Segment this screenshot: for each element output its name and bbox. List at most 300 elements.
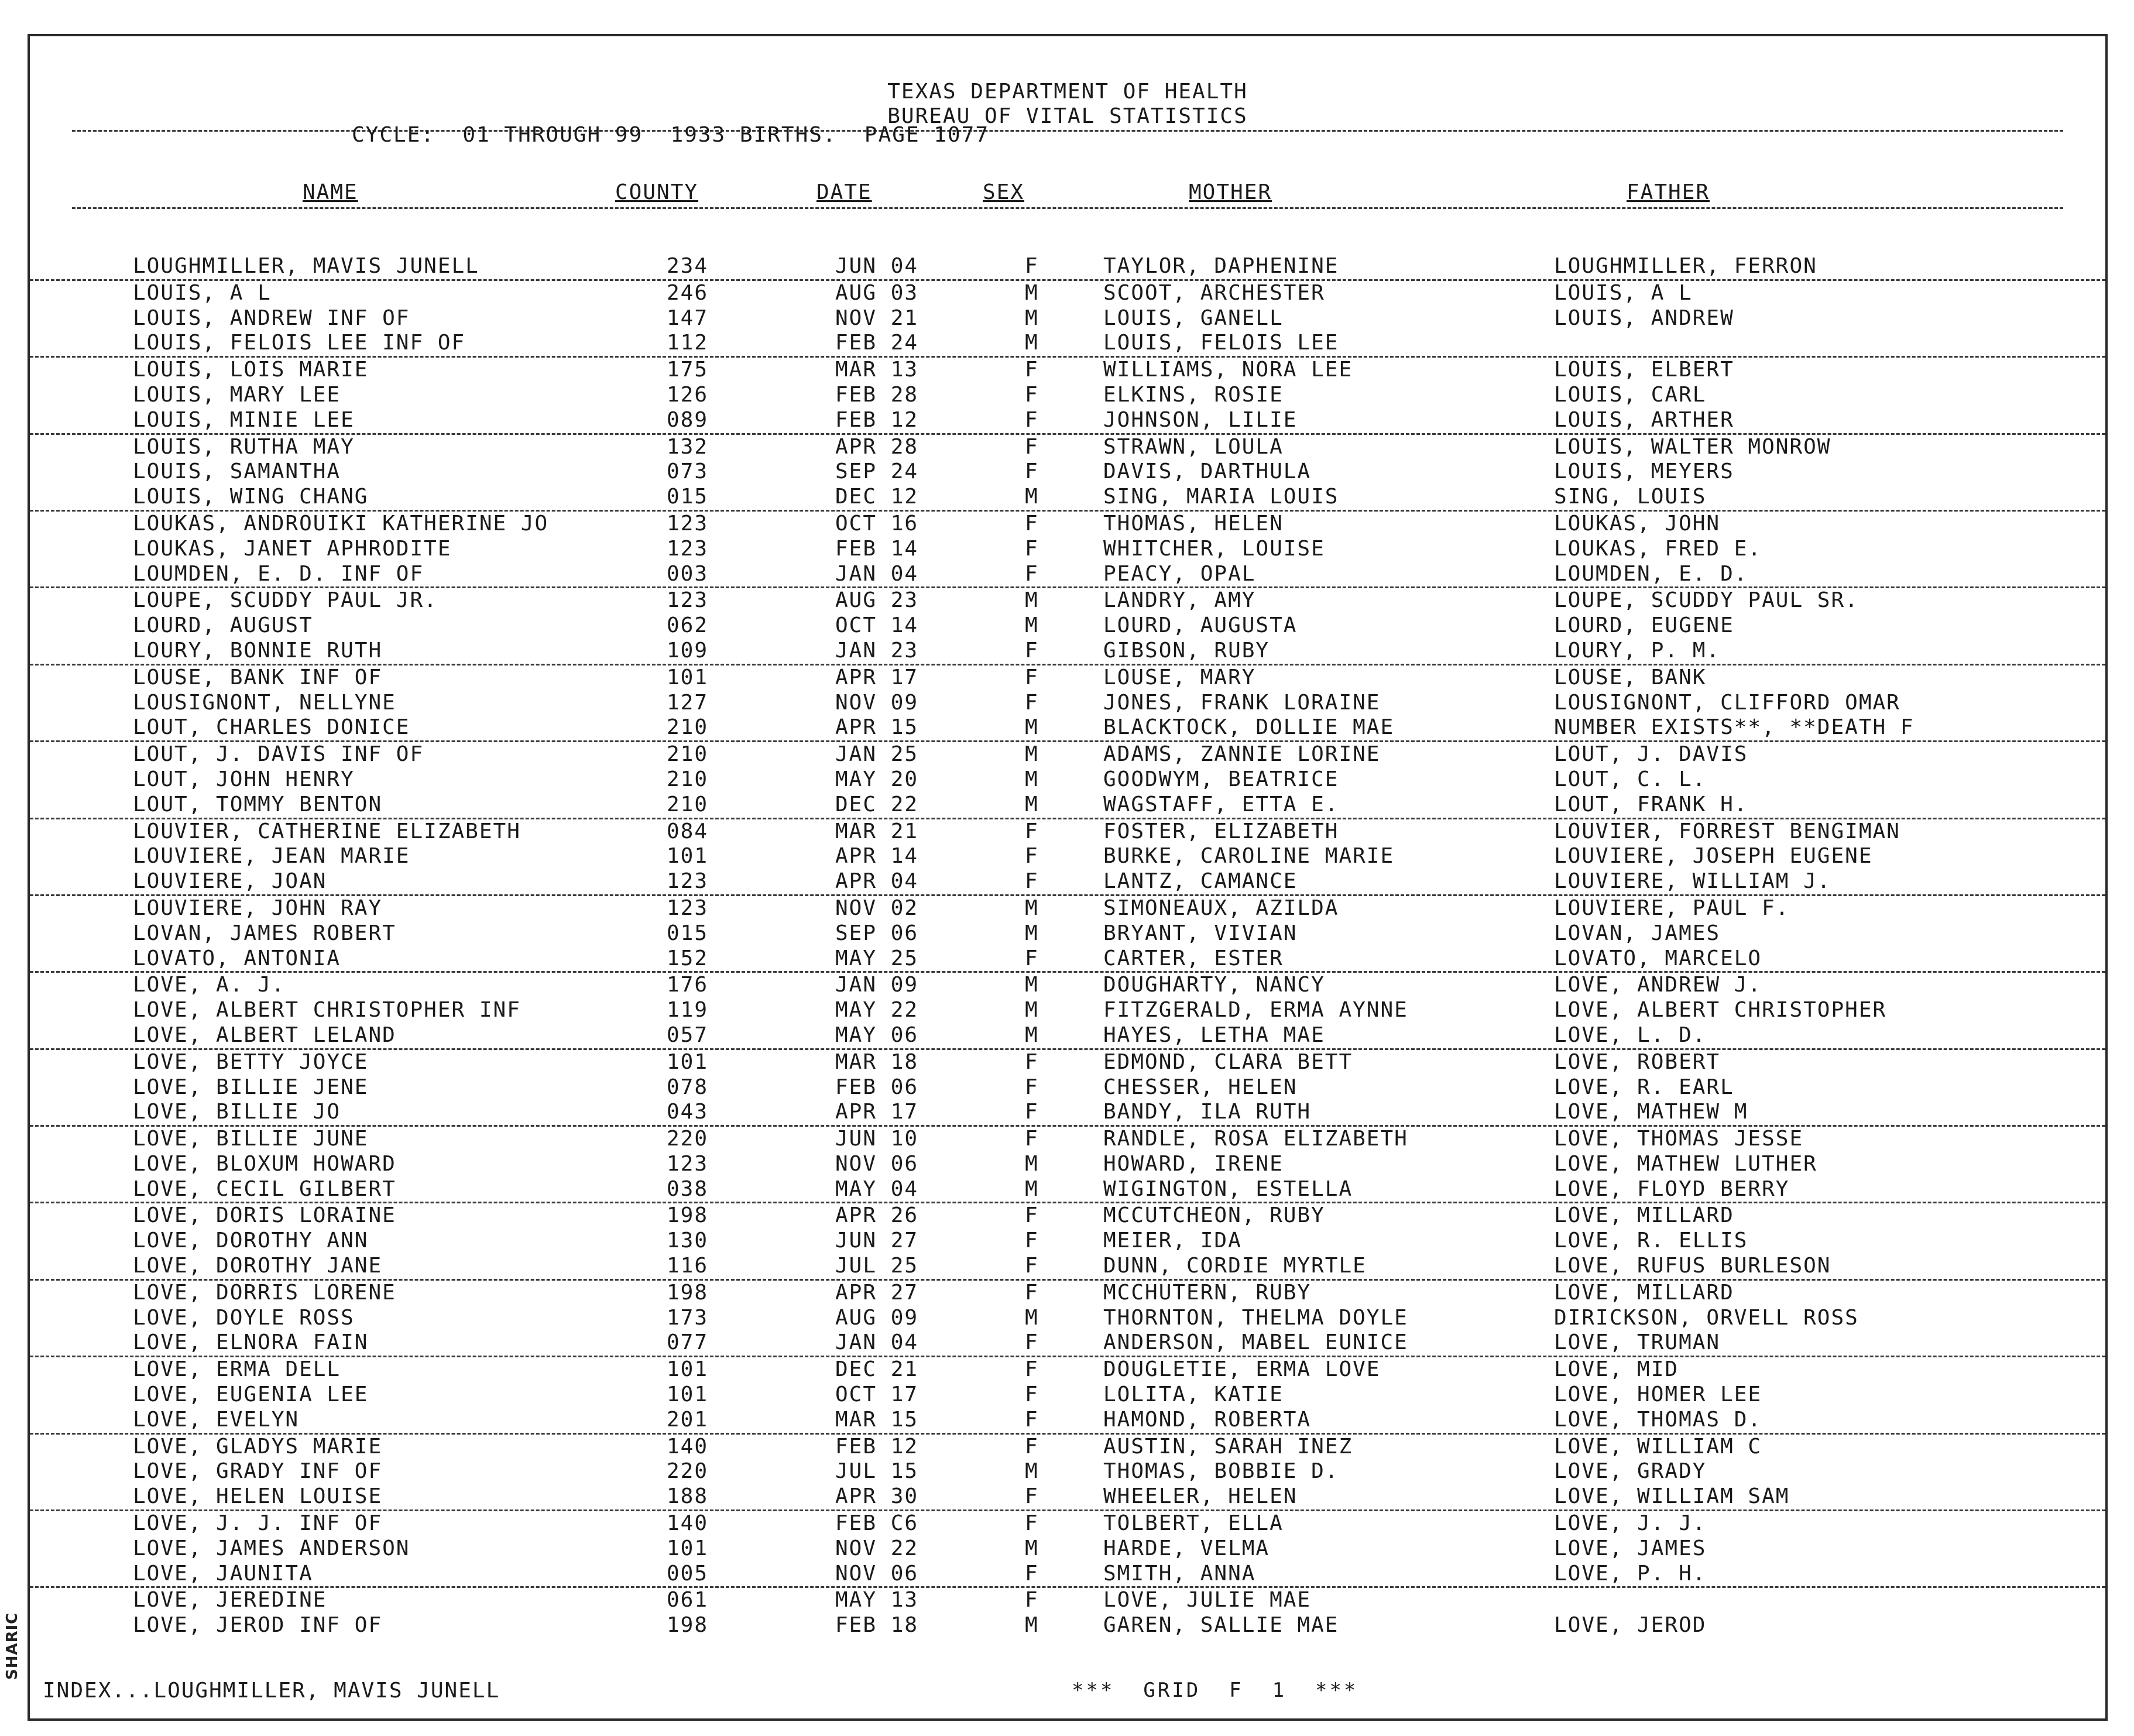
- father-cell: LOUVIER, FORREST BENGIMAN: [1554, 819, 1900, 843]
- date-cell: FEB 28: [835, 382, 919, 407]
- name-cell: LOVE, J. J. INF OF: [133, 1511, 383, 1536]
- name-cell: LOVE, BLOXUM HOWARD: [133, 1151, 396, 1176]
- mother-cell: DUNN, CORDIE MYRTLE: [1103, 1254, 1367, 1278]
- sex-cell: M: [1025, 1536, 1039, 1560]
- mother-cell: GOODWYM, BEATRICE: [1103, 767, 1339, 791]
- mother-cell: FITZGERALD, ERMA AYNNE: [1103, 998, 1408, 1023]
- father-cell: LOVE, TRUMAN: [1554, 1330, 1721, 1355]
- mother-cell: WHITCHER, LOUISE: [1103, 536, 1325, 561]
- name-cell: LOVE, JAUNITA: [133, 1561, 313, 1586]
- table-row: [30, 1254, 2105, 1281]
- mother-cell: MEIER, IDA: [1103, 1229, 1242, 1253]
- father-cell: LOVE, THOMAS D.: [1554, 1407, 1762, 1432]
- sex-cell: F: [1025, 511, 1039, 536]
- date-cell: MAY 04: [835, 1176, 919, 1201]
- mother-cell: SCOOT, ARCHESTER: [1103, 280, 1325, 305]
- county-cell: 015: [667, 485, 709, 509]
- sex-cell: F: [1025, 1254, 1039, 1278]
- date-cell: APR 17: [835, 665, 919, 689]
- mother-cell: WAGSTAFF, ETTA E.: [1103, 792, 1339, 816]
- county-cell: 038: [667, 1176, 709, 1201]
- date-cell: JUN 10: [835, 1127, 919, 1151]
- mother-cell: LOUSE, MARY: [1103, 665, 1256, 689]
- name-cell: LOUT, JOHN HENRY: [133, 767, 355, 791]
- sex-cell: F: [1025, 844, 1039, 869]
- father-cell: LOVE, P. H.: [1554, 1561, 1707, 1586]
- table-row: [30, 1177, 2105, 1204]
- date-cell: FEB C6: [835, 1511, 919, 1536]
- name-cell: LOVE, BILLIE JUNE: [133, 1127, 369, 1151]
- table-row: [30, 1100, 2105, 1127]
- father-cell: LOVE, ROBERT: [1554, 1049, 1721, 1074]
- father-cell: LOVE, L. D.: [1554, 1023, 1707, 1047]
- county-cell: 005: [667, 1561, 709, 1586]
- name-cell: LOUVIER, CATHERINE ELIZABETH: [133, 819, 521, 843]
- date-cell: NOV 22: [835, 1536, 919, 1560]
- sex-cell: F: [1025, 819, 1039, 843]
- father-cell: LOVE, FLOYD BERRY: [1554, 1176, 1790, 1201]
- table-row: [30, 1306, 2105, 1331]
- county-cell: 210: [667, 715, 709, 740]
- sex-cell: F: [1025, 382, 1039, 407]
- name-cell: LOUIS, WING CHANG: [133, 485, 369, 509]
- mother-cell: HAYES, LETHA MAE: [1103, 1023, 1325, 1047]
- mother-cell: CARTER, ESTER: [1103, 946, 1284, 970]
- father-cell: SING, LOUIS: [1554, 485, 1707, 509]
- father-cell: LOVE, MILLARD: [1554, 1203, 1734, 1228]
- county-cell: 101: [667, 1382, 709, 1407]
- county-cell: 043: [667, 1100, 709, 1124]
- name-cell: LOVAN, JAMES ROBERT: [133, 921, 396, 945]
- mother-cell: CHESSER, HELEN: [1103, 1075, 1298, 1099]
- sex-cell: M: [1025, 331, 1039, 355]
- table-row: [30, 792, 2105, 819]
- sex-cell: M: [1025, 742, 1039, 767]
- father-cell: LOVE, RUFUS BURLESON: [1554, 1254, 1831, 1278]
- county-cell: 123: [667, 536, 709, 561]
- mother-cell: MCCUTCHEON, RUBY: [1103, 1203, 1325, 1228]
- county-cell: 101: [667, 665, 709, 689]
- cycle-line: CYCLE: 01 THROUGH 99 1933 BIRTHS. PAGE 1077: [352, 123, 989, 147]
- sex-cell: M: [1025, 1023, 1039, 1047]
- table-row: [30, 613, 2105, 639]
- date-cell: JAN 04: [835, 1330, 919, 1355]
- date-cell: JAN 23: [835, 638, 919, 663]
- father-cell: LOVE, R. ELLIS: [1554, 1229, 1748, 1253]
- father-cell: LOUVIERE, PAUL F.: [1554, 896, 1790, 920]
- county-cell: 234: [667, 254, 709, 278]
- sex-cell: F: [1025, 1075, 1039, 1099]
- column-header-date: DATE: [816, 180, 872, 204]
- county-cell: 140: [667, 1511, 709, 1536]
- father-cell: LOVE, ANDREW J.: [1554, 973, 1762, 997]
- county-cell: 089: [667, 407, 709, 432]
- table-row: [30, 1357, 2105, 1382]
- date-cell: JAN 09: [835, 973, 919, 997]
- father-cell: LOUIS, WALTER MONROW: [1554, 434, 1831, 459]
- sex-cell: F: [1025, 459, 1039, 484]
- name-cell: LOUSIGNONT, NELLYNE: [133, 690, 396, 715]
- name-cell: LOUPE, SCUDDY PAUL JR.: [133, 588, 438, 613]
- date-cell: NOV 06: [835, 1151, 919, 1176]
- sex-cell: F: [1025, 561, 1039, 586]
- name-cell: LOUT, J. DAVIS INF OF: [133, 742, 424, 767]
- date-cell: MAR 13: [835, 358, 919, 382]
- date-cell: FEB 12: [835, 407, 919, 432]
- table-row: [30, 358, 2105, 383]
- date-cell: DEC 22: [835, 792, 919, 816]
- county-cell: 130: [667, 1229, 709, 1253]
- name-cell: LOVE, JEREDINE: [133, 1588, 327, 1613]
- table-row: [30, 1435, 2105, 1460]
- name-cell: LOVE, DOROTHY JANE: [133, 1254, 383, 1278]
- date-cell: APR 17: [835, 1100, 919, 1124]
- date-cell: OCT 17: [835, 1382, 919, 1407]
- sex-cell: M: [1025, 588, 1039, 613]
- name-cell: LOVE, A. J.: [133, 973, 286, 997]
- name-cell: LOURY, BONNIE RUTH: [133, 638, 383, 663]
- date-cell: JUN 04: [835, 254, 919, 278]
- sex-cell: M: [1025, 998, 1039, 1023]
- table-row: [30, 1075, 2105, 1100]
- date-cell: APR 27: [835, 1280, 919, 1305]
- name-cell: LOVE, JAMES ANDERSON: [133, 1536, 410, 1560]
- table-row: [30, 459, 2105, 485]
- father-cell: LOUIS, CARL: [1554, 382, 1707, 407]
- table-row: [30, 1152, 2105, 1177]
- sex-cell: F: [1025, 536, 1039, 561]
- table-row: [30, 512, 2105, 537]
- father-cell: LOUMDEN, E. D.: [1554, 561, 1748, 586]
- sex-cell: M: [1025, 973, 1039, 997]
- father-cell: LOUKAS, JOHN: [1554, 511, 1721, 536]
- county-cell: 123: [667, 869, 709, 894]
- sex-cell: M: [1025, 1613, 1039, 1638]
- column-header-county: COUNTY: [615, 180, 699, 204]
- county-cell: 140: [667, 1434, 709, 1459]
- date-cell: DEC 21: [835, 1357, 919, 1382]
- mother-cell: LANDRY, AMY: [1103, 588, 1256, 613]
- sex-cell: F: [1025, 407, 1039, 432]
- table-row: [30, 1484, 2105, 1511]
- county-cell: 073: [667, 459, 709, 484]
- sex-cell: M: [1025, 485, 1039, 509]
- father-cell: LOUIS, ARTHER: [1554, 407, 1734, 432]
- index-footer: INDEX...LOUGHMILLER, MAVIS JUNELL: [43, 1679, 500, 1703]
- name-cell: LOVE, DOROTHY ANN: [133, 1229, 369, 1253]
- father-cell: LOUT, C. L.: [1554, 767, 1707, 791]
- table-row: [30, 819, 2105, 845]
- father-cell: LOVE, MATHEW M: [1554, 1100, 1748, 1124]
- date-cell: OCT 16: [835, 511, 919, 536]
- table-row: [30, 691, 2105, 716]
- table-row: [30, 767, 2105, 792]
- county-cell: 123: [667, 588, 709, 613]
- table-row: [30, 715, 2105, 742]
- header-title: TEXAS DEPARTMENT OF HEALTH: [887, 80, 1248, 104]
- county-cell: 132: [667, 434, 709, 459]
- sex-cell: F: [1025, 358, 1039, 382]
- date-cell: JAN 04: [835, 561, 919, 586]
- sex-cell: M: [1025, 1176, 1039, 1201]
- mother-cell: AUSTIN, SARAH INEZ: [1103, 1434, 1353, 1459]
- date-cell: JUL 15: [835, 1459, 919, 1484]
- name-cell: LOUIS, MINIE LEE: [133, 407, 355, 432]
- father-cell: LOUSE, BANK: [1554, 665, 1707, 689]
- county-cell: 015: [667, 921, 709, 945]
- sex-cell: F: [1025, 1100, 1039, 1124]
- mother-cell: JOHNSON, LILIE: [1103, 407, 1298, 432]
- date-cell: MAY 20: [835, 767, 919, 791]
- sex-cell: F: [1025, 254, 1039, 278]
- table-row: [30, 1536, 2105, 1562]
- mother-cell: THOMAS, BOBBIE D.: [1103, 1459, 1339, 1484]
- mother-cell: BURKE, CAROLINE MARIE: [1103, 844, 1395, 869]
- name-cell: LOUIS, SAMANTHA: [133, 459, 341, 484]
- sex-cell: F: [1025, 690, 1039, 715]
- father-cell: LOUT, J. DAVIS: [1554, 742, 1748, 767]
- sex-cell: M: [1025, 306, 1039, 330]
- name-cell: LOUSE, BANK INF OF: [133, 665, 383, 689]
- table-row: [30, 1229, 2105, 1254]
- date-cell: NOV 02: [835, 896, 919, 920]
- name-cell: LOVE, BETTY JOYCE: [133, 1049, 369, 1074]
- county-cell: 147: [667, 306, 709, 330]
- table-row: [30, 639, 2105, 665]
- name-cell: LOVE, DORIS LORAINE: [133, 1203, 396, 1228]
- mother-cell: LOLITA, KATIE: [1103, 1382, 1284, 1407]
- mother-cell: BLACKTOCK, DOLLIE MAE: [1103, 715, 1395, 740]
- mother-cell: TAYLOR, DAPHENINE: [1103, 254, 1339, 278]
- date-cell: APR 26: [835, 1203, 919, 1228]
- county-cell: 123: [667, 896, 709, 920]
- column-header-name: NAME: [303, 180, 358, 204]
- county-cell: 101: [667, 1049, 709, 1074]
- father-cell: LOUIS, MEYERS: [1554, 459, 1734, 484]
- mother-cell: GAREN, SALLIE MAE: [1103, 1613, 1339, 1638]
- county-cell: 101: [667, 1536, 709, 1560]
- table-row: [30, 562, 2105, 589]
- county-cell: 210: [667, 792, 709, 816]
- name-cell: LOVE, HELEN LOUISE: [133, 1484, 383, 1509]
- name-cell: LOUVIERE, JOHN RAY: [133, 896, 383, 920]
- table-row: [30, 1382, 2105, 1408]
- county-cell: 188: [667, 1484, 709, 1509]
- name-cell: LOVE, GLADYS MARIE: [133, 1434, 383, 1459]
- name-cell: LOUIS, A L: [133, 280, 272, 305]
- table-row: [30, 1281, 2105, 1306]
- date-cell: JUN 27: [835, 1229, 919, 1253]
- name-cell: LOURD, AUGUST: [133, 613, 313, 638]
- name-cell: LOUIS, FELOIS LEE INF OF: [133, 331, 466, 355]
- name-cell: LOUIS, RUTHA MAY: [133, 434, 355, 459]
- sex-cell: M: [1025, 1151, 1039, 1176]
- date-cell: FEB 12: [835, 1434, 919, 1459]
- mother-cell: STRAWN, LOULA: [1103, 434, 1284, 459]
- sex-cell: M: [1025, 792, 1039, 816]
- county-cell: 062: [667, 613, 709, 638]
- father-cell: LOUSIGNONT, CLIFFORD OMAR: [1554, 690, 1900, 715]
- county-cell: 175: [667, 358, 709, 382]
- sex-cell: F: [1025, 1561, 1039, 1586]
- mother-cell: HOWARD, IRENE: [1103, 1151, 1284, 1176]
- county-cell: 173: [667, 1305, 709, 1330]
- table-row: [30, 1459, 2105, 1484]
- father-cell: LOUT, FRANK H.: [1554, 792, 1748, 816]
- column-header-father: FATHER: [1627, 180, 1710, 204]
- county-cell: 220: [667, 1127, 709, 1151]
- date-cell: NOV 09: [835, 690, 919, 715]
- mother-cell: FOSTER, ELIZABETH: [1103, 819, 1339, 843]
- table-row: [30, 1050, 2105, 1075]
- column-header-divider: [72, 207, 2063, 209]
- mother-cell: ANDERSON, MABEL EUNICE: [1103, 1330, 1408, 1355]
- father-cell: LOUIS, A L: [1554, 280, 1693, 305]
- date-cell: APR 30: [835, 1484, 919, 1509]
- name-cell: LOVE, ALBERT CHRISTOPHER INF: [133, 998, 521, 1023]
- date-cell: FEB 14: [835, 536, 919, 561]
- county-cell: 123: [667, 511, 709, 536]
- father-cell: NUMBER EXISTS**, **DEATH F: [1554, 715, 1915, 740]
- name-cell: LOVATO, ANTONIA: [133, 946, 341, 970]
- name-cell: LOUGHMILLER, MAVIS JUNELL: [133, 254, 479, 278]
- county-cell: 210: [667, 742, 709, 767]
- father-cell: LOVATO, MARCELO: [1554, 946, 1762, 970]
- name-cell: LOVE, CECIL GILBERT: [133, 1176, 396, 1201]
- name-cell: LOVE, EUGENIA LEE: [133, 1382, 369, 1407]
- name-cell: LOVE, ALBERT LELAND: [133, 1023, 396, 1047]
- father-cell: DIRICKSON, ORVELL ROSS: [1554, 1305, 1859, 1330]
- date-cell: FEB 24: [835, 331, 919, 355]
- date-cell: AUG 03: [835, 280, 919, 305]
- father-cell: LOVE, THOMAS JESSE: [1554, 1127, 1804, 1151]
- mother-cell: MCCHUTERN, RUBY: [1103, 1280, 1312, 1305]
- mother-cell: SING, MARIA LOUIS: [1103, 485, 1339, 509]
- table-row: [30, 844, 2105, 869]
- county-cell: 176: [667, 973, 709, 997]
- sex-cell: F: [1025, 869, 1039, 894]
- table-row: [30, 331, 2105, 358]
- mother-cell: THORNTON, THELMA DOYLE: [1103, 1305, 1408, 1330]
- father-cell: LOUGHMILLER, FERRON: [1554, 254, 1817, 278]
- sex-cell: M: [1025, 921, 1039, 945]
- table-row: [30, 896, 2105, 921]
- sex-cell: F: [1025, 946, 1039, 970]
- table-row: [30, 921, 2105, 946]
- mother-cell: TOLBERT, ELLA: [1103, 1511, 1284, 1536]
- name-cell: LOUMDEN, E. D. INF OF: [133, 561, 424, 586]
- father-cell: LOVE, ALBERT CHRISTOPHER: [1554, 998, 1887, 1023]
- mother-cell: ELKINS, ROSIE: [1103, 382, 1284, 407]
- name-cell: LOVE, DORRIS LORENE: [133, 1280, 396, 1305]
- county-cell: 127: [667, 690, 709, 715]
- sex-cell: F: [1025, 1407, 1039, 1432]
- column-header-sex: SEX: [983, 180, 1025, 204]
- sex-cell: M: [1025, 715, 1039, 740]
- mother-cell: BRYANT, VIVIAN: [1103, 921, 1298, 945]
- county-cell: 057: [667, 1023, 709, 1047]
- father-cell: LOUVIERE, JOSEPH EUGENE: [1554, 844, 1873, 869]
- name-cell: LOUVIERE, JOAN: [133, 869, 327, 894]
- date-cell: DEC 12: [835, 485, 919, 509]
- date-cell: MAY 25: [835, 946, 919, 970]
- date-cell: MAY 06: [835, 1023, 919, 1047]
- mother-cell: SMITH, ANNA: [1103, 1561, 1256, 1586]
- sex-cell: F: [1025, 1484, 1039, 1509]
- table-row: [30, 1330, 2105, 1357]
- records-table: [30, 254, 2105, 1638]
- sex-cell: M: [1025, 613, 1039, 638]
- mother-cell: RANDLE, ROSA ELIZABETH: [1103, 1127, 1408, 1151]
- father-cell: LOVE, WILLIAM SAM: [1554, 1484, 1790, 1509]
- name-cell: LOUT, CHARLES DONICE: [133, 715, 410, 740]
- mother-cell: SIMONEAUX, AZILDA: [1103, 896, 1339, 920]
- side-label: SHARIC: [4, 1612, 21, 1680]
- mother-cell: WIGINGTON, ESTELLA: [1103, 1176, 1353, 1201]
- table-row: [30, 1023, 2105, 1050]
- sex-cell: F: [1025, 1127, 1039, 1151]
- county-cell: 077: [667, 1330, 709, 1355]
- table-row: [30, 1408, 2105, 1435]
- mother-cell: GIBSON, RUBY: [1103, 638, 1270, 663]
- name-cell: LOUIS, LOIS MARIE: [133, 358, 369, 382]
- mother-cell: HAMOND, ROBERTA: [1103, 1407, 1312, 1432]
- father-cell: LOURY, P. M.: [1554, 638, 1721, 663]
- name-cell: LOVE, ELNORA FAIN: [133, 1330, 369, 1355]
- county-cell: 112: [667, 331, 709, 355]
- table-row: [30, 588, 2105, 613]
- sex-cell: F: [1025, 1511, 1039, 1536]
- father-cell: LOUPE, SCUDDY PAUL SR.: [1554, 588, 1859, 613]
- table-row: [30, 1613, 2105, 1638]
- county-cell: 123: [667, 1151, 709, 1176]
- table-row: [30, 1588, 2105, 1613]
- date-cell: JUL 25: [835, 1254, 919, 1278]
- date-cell: APR 14: [835, 844, 919, 869]
- date-cell: MAR 21: [835, 819, 919, 843]
- name-cell: LOVE, BILLIE JO: [133, 1100, 341, 1124]
- date-cell: AUG 23: [835, 588, 919, 613]
- table-row: [30, 1562, 2105, 1589]
- mother-cell: LOUIS, FELOIS LEE: [1103, 331, 1339, 355]
- mother-cell: ADAMS, ZANNIE LORINE: [1103, 742, 1381, 767]
- county-cell: 201: [667, 1407, 709, 1432]
- name-cell: LOUKAS, JANET APHRODITE: [133, 536, 452, 561]
- date-cell: SEP 24: [835, 459, 919, 484]
- table-row: [30, 1511, 2105, 1536]
- name-cell: LOVE, GRADY INF OF: [133, 1459, 383, 1484]
- sex-cell: M: [1025, 280, 1039, 305]
- table-row: [30, 306, 2105, 331]
- mother-cell: DAVIS, DARTHULA: [1103, 459, 1312, 484]
- father-cell: LOVE, MATHEW LUTHER: [1554, 1151, 1817, 1176]
- father-cell: LOVE, MILLARD: [1554, 1280, 1734, 1305]
- table-row: [30, 537, 2105, 562]
- county-cell: 246: [667, 280, 709, 305]
- county-cell: 101: [667, 1357, 709, 1382]
- mother-cell: LOUIS, GANELL: [1103, 306, 1284, 330]
- father-cell: LOVE, MID: [1554, 1357, 1679, 1382]
- mother-cell: HARDE, VELMA: [1103, 1536, 1270, 1560]
- name-cell: LOUIS, MARY LEE: [133, 382, 341, 407]
- date-cell: OCT 14: [835, 613, 919, 638]
- name-cell: LOVE, DOYLE ROSS: [133, 1305, 355, 1330]
- father-cell: LOVE, R. EARL: [1554, 1075, 1734, 1099]
- sex-cell: F: [1025, 1588, 1039, 1613]
- table-row: [30, 1203, 2105, 1229]
- date-cell: MAR 18: [835, 1049, 919, 1074]
- mother-cell: BANDY, ILA RUTH: [1103, 1100, 1312, 1124]
